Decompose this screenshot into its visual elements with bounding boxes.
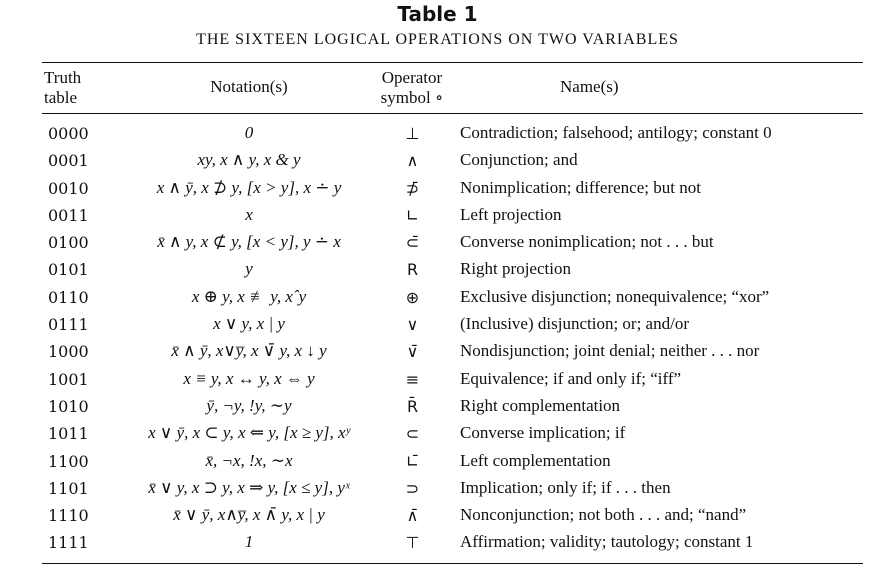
name-cell: Right complementation	[460, 395, 621, 415]
operator-symbol-cell: ∟̄	[405, 451, 420, 471]
operator-symbol-cell: ∨	[406, 315, 419, 335]
truth-table-cell: 1100	[48, 451, 89, 471]
header-names: Name(s)	[560, 77, 619, 96]
table-row	[0, 420, 875, 447]
operator-symbol-cell: R̄	[406, 396, 419, 416]
table-row	[0, 529, 875, 556]
header-operator-line2: symbol ∘	[380, 88, 444, 107]
operator-symbol-cell: ⊅̄	[405, 178, 420, 198]
operator-symbol-cell: ≡	[405, 369, 420, 389]
name-cell: Implication; only if; if . . . then	[460, 477, 671, 497]
name-cell: Right projection	[460, 259, 571, 279]
operator-symbol-cell: ⊂̄	[405, 233, 420, 253]
header-truth-line1: Truth	[44, 68, 82, 87]
operator-symbol-cell: ⊥	[405, 124, 420, 143]
top-rule	[42, 62, 863, 63]
operator-symbol-cell: ∟	[405, 205, 420, 225]
header-truth-table	[44, 68, 81, 108]
header-operator-line1: Operator	[381, 68, 443, 87]
header-notation: Notation(s)	[210, 77, 288, 96]
table-row	[0, 366, 875, 393]
table-row	[0, 338, 875, 365]
name-cell: Nondisjunction; joint denial; neither . . . nor	[460, 341, 760, 361]
truth-table-cell: 1111	[48, 533, 89, 553]
table-subtitle: THE SIXTEEN LOGICAL OPERATIONS ON TWO VARIABLES	[196, 31, 679, 48]
notation-cell: x ⊕ y, x ≢ y, xˆy	[191, 286, 307, 306]
truth-table-cell: 1110	[48, 506, 89, 526]
name-cell: Contradiction; falsehood; antilogy; constant 0	[460, 123, 772, 142]
name-cell: Equivalence; if and only if; “iff”	[460, 368, 682, 388]
operator-symbol-cell: ∧̄	[406, 506, 419, 526]
table-row	[0, 147, 875, 174]
table-row	[0, 448, 875, 475]
table-row	[0, 175, 875, 202]
truth-table-cell: 1001	[48, 369, 89, 389]
table-row	[0, 202, 875, 229]
header-operator-symbol	[368, 68, 456, 108]
truth-table-cell: 0001	[48, 151, 89, 171]
truth-table-cell: 0010	[48, 178, 89, 198]
table-row	[0, 256, 875, 283]
name-cell: Converse implication; if	[460, 423, 626, 443]
name-cell: Converse nonimplication; not . . . but	[460, 232, 714, 252]
operator-symbol-cell: ⊂	[405, 424, 420, 444]
name-cell: (Inclusive) disjunction; or; and/or	[460, 314, 689, 334]
notation-cell: x̄ ∧ ȳ, x∨y̅, x ∨̄ y, x ↓ y	[171, 341, 327, 361]
name-cell: Exclusive disjunction; nonequivalence; “xor”	[460, 286, 770, 306]
truth-table-cell: 1101	[48, 478, 89, 498]
name-cell: Conjunction; and	[460, 150, 578, 170]
bottom-rule	[42, 563, 863, 564]
notation-cell: y	[245, 259, 253, 279]
operator-symbol-cell: ⊃	[405, 478, 420, 498]
name-cell: Left complementation	[460, 450, 611, 470]
name-cell: Nonimplication; difference; but not	[460, 177, 701, 197]
notation-cell: x̄ ∨ y, x ⊃ y, x ⇒ y, [x ≤ y], yˣ	[148, 477, 350, 497]
truth-table-cell: 0011	[48, 205, 89, 225]
truth-table-cell: 0101	[48, 260, 89, 280]
notation-cell: x ∧ ȳ, x ⊅ y, [x > y], x ∸ y	[156, 177, 342, 197]
name-cell: Nonconjunction; not both . . . and; “nand”	[460, 505, 747, 525]
notation-cell: 1	[244, 532, 254, 552]
operator-symbol-cell: ⊤	[405, 533, 420, 553]
header-rule	[42, 113, 863, 114]
operator-symbol-cell: ∧	[406, 151, 419, 171]
notation-cell: ȳ, ¬y, !y, ∼y	[206, 395, 292, 415]
notation-cell: x̄ ∨ ȳ, x∧y̅, x ∧̄ y, x | y	[173, 505, 325, 525]
notation-cell: x ∨ y, x | y	[213, 314, 285, 334]
operator-symbol-cell: ∨̄	[406, 342, 419, 362]
header-truth-line2: table	[44, 88, 78, 107]
table-row	[0, 502, 875, 529]
operator-symbol-cell: R	[406, 260, 419, 280]
notation-cell: x̄ ∧ y, x ⊄ y, [x < y], y ∸ x	[157, 232, 341, 252]
truth-table-cell: 0100	[48, 233, 89, 253]
table-caption: Table 1	[397, 2, 478, 26]
notation-cell: x	[245, 204, 253, 224]
table-row	[0, 229, 875, 256]
notation-cell: x̄, ¬x, !x, ∼x	[205, 450, 293, 470]
notation-cell: 0	[244, 123, 254, 142]
truth-table-cell: 0111	[48, 315, 89, 335]
notation-cell: xy, x ∧ y, x & y	[197, 150, 301, 170]
truth-table-cell: 1000	[48, 342, 89, 362]
notation-cell: x ∨ ȳ, x ⊂ y, x ⇐ y, [x ≥ y], xʸ	[148, 423, 350, 443]
operator-symbol-cell: ⊕	[405, 287, 420, 307]
truth-table-cell: 1011	[48, 424, 89, 444]
name-cell: Affirmation; validity; tautology; constant 1	[460, 532, 754, 552]
table-row	[0, 284, 875, 311]
truth-table-cell: 0000	[48, 124, 89, 143]
table-body	[0, 120, 875, 557]
table-row	[0, 475, 875, 502]
notation-cell: x ≡ y, x ↔ y, x ⇔ y	[183, 368, 315, 388]
name-cell: Left projection	[460, 204, 562, 224]
truth-table-cell: 1010	[48, 396, 89, 416]
table-row	[0, 311, 875, 338]
table-row	[0, 393, 875, 420]
truth-table-cell: 0110	[48, 287, 89, 307]
table-row	[0, 120, 875, 147]
